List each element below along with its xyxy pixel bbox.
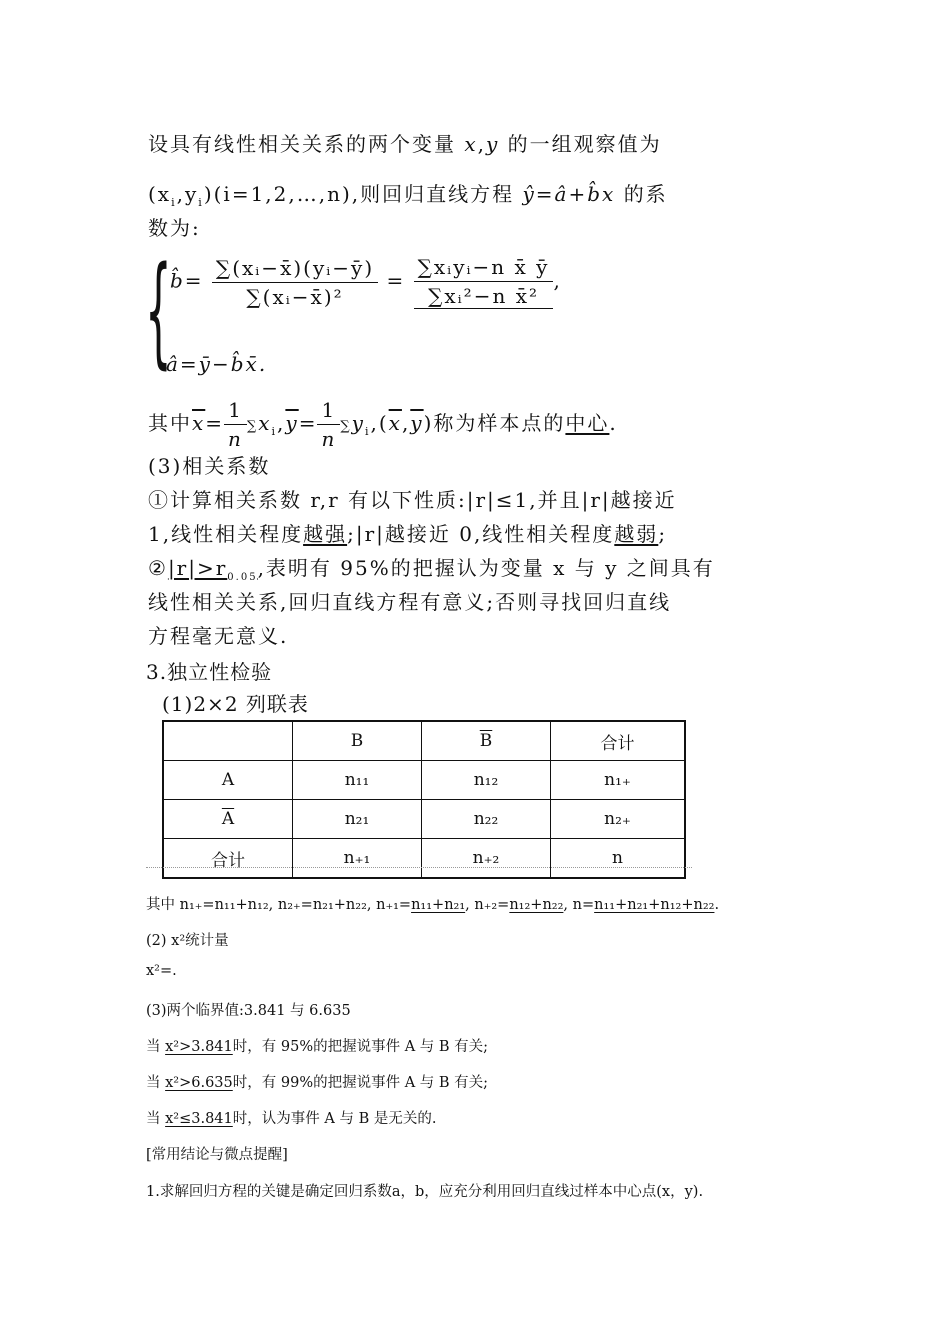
criterion-1: [146, 1035, 488, 1056]
text: ;|r|越接近 0,线性相关程度: [347, 522, 615, 546]
text: (x: [148, 182, 172, 206]
table-cell: [163, 721, 293, 761]
r-line-2: [148, 518, 667, 547]
table-cell: n₁₊: [551, 761, 686, 800]
sum-line: [146, 893, 719, 914]
section-3-heading: (3)相关系数: [148, 454, 271, 478]
r-condition: |r|>r: [167, 556, 228, 580]
numerator-2: ∑xᵢyᵢ−n x̄ ȳ: [414, 255, 554, 282]
table-cell: $\overline{B}$: [422, 721, 551, 761]
center-word: 中心: [565, 411, 610, 435]
text: 的系: [623, 182, 668, 206]
k2-formula: x²=.: [146, 963, 177, 979]
a-hat: â=ȳ−b̂x̄.: [166, 352, 268, 376]
table-cell: n₂₂: [422, 800, 551, 839]
text-line-2: $(x_i,y_i)(i=1,2,\dots,n)$,则回归直线方程 ŷ=â+b̂x 的系: [148, 182, 668, 209]
numerator-1: ∑(xᵢ−x̄)(yᵢ−ȳ): [212, 256, 378, 283]
text: ,y: [176, 182, 199, 206]
tips-heading: [常用结论与微点提醒]: [146, 1147, 288, 1163]
critical-values: (3)两个临界值:3.841 与 6.635: [146, 1003, 351, 1019]
center-line: 其中$\overline{x}=$ $\frac{1}{n}$ $\sum x_i,\overline{y}=$ $\frac{1}{n}$ $\sum y_i,(\overline{x},\overline{y})$称为样本点的中心.: [148, 398, 618, 451]
table-cell: n: [551, 839, 686, 879]
text: , n₊₂=: [465, 897, 510, 913]
table-cell: $\overline{A}$: [163, 800, 293, 839]
table-cell: n₁₁: [293, 761, 422, 800]
tip-1: 1.求解回归方程的关键是确定回归系数a，b，应充分利用回归直线过样本中心点(x，y).: [146, 1184, 704, 1200]
table-cell: n₂₊: [551, 800, 686, 839]
r-line-5: 方程毫无意义.: [148, 624, 289, 648]
answer: n₁₁+n₂₁: [411, 897, 466, 913]
table-row: [163, 761, 685, 800]
answer: x²≤3.841: [165, 1111, 233, 1127]
formula-b: b̂= $\frac{\text{∑(xᵢ−x̄)(yᵢ−ȳ)}}{\text{∑(xᵢ−x̄)²}}$ = $\frac{\text{∑xᵢyᵢ−n x̄ ȳ}}{\text{∑xᵢ²−n x̄²}}$ ,: [170, 255, 562, 309]
text: ②: [148, 556, 168, 580]
table-cell: B: [293, 721, 422, 761]
text: 设具有线性相关关系的两个变量: [148, 132, 456, 156]
table-row: [163, 839, 685, 879]
fraction-2: [414, 255, 554, 309]
table-cell: n₂₁: [293, 800, 422, 839]
r-sub: 0.05: [227, 572, 258, 583]
text: 当: [146, 1039, 166, 1055]
table-cell: n₊₂: [422, 839, 551, 879]
heading-3: 3.独立性检验: [146, 660, 273, 684]
answer: n₁₁+n₂₁+n₁₂+n₂₂: [594, 897, 715, 913]
table-row: [163, 800, 685, 839]
regression-equation: ŷ=â+b̂x: [522, 182, 616, 206]
table-cell: A: [163, 761, 293, 800]
criterion-3: [146, 1107, 436, 1128]
r-line-4: 线性相关关系,回归直线方程有意义;否则寻找回归直线: [148, 590, 672, 614]
left-brace: {: [145, 242, 172, 381]
text: 时，认为事件 A 与 B 是无关的.: [232, 1111, 437, 1127]
table-cell: n₁₂: [422, 761, 551, 800]
criterion-2: [146, 1071, 488, 1092]
contingency-table: [162, 720, 686, 879]
denominator-2: ∑xᵢ²−n x̄²: [414, 282, 554, 309]
text: ;: [658, 522, 668, 546]
fraction-1: [212, 256, 378, 309]
table-cell: 合计: [163, 839, 293, 879]
b-hat: b̂=: [170, 268, 204, 293]
text: 的一组观察值为: [507, 132, 662, 156]
denominator-1: ∑(xᵢ−x̄)²: [246, 284, 344, 309]
text: 称为样本点的: [433, 411, 566, 435]
dotted-divider: [146, 867, 692, 868]
text-line-3: 数为:: [148, 216, 201, 240]
answer: x²>3.841: [165, 1039, 233, 1055]
text: 1,线性相关程度: [148, 522, 304, 546]
text: 时，有 95%的把握说事件 A 与 B 有关;: [232, 1039, 489, 1055]
text: , n=: [563, 897, 595, 913]
text: )(i=1,2,…,n),则回归直线方程: [203, 182, 515, 206]
text: 时，有 99%的把握说事件 A 与 B 有关;: [232, 1075, 489, 1091]
text: .: [714, 897, 720, 913]
formula-a: [166, 352, 267, 376]
table-header-row: [163, 721, 685, 761]
r-line-1: ①计算相关系数 r,r 有以下性质:|r|≤1,并且|r|越接近: [148, 488, 677, 512]
text-line-1: 设具有线性相关关系的两个变量 x,y 的一组观察值为: [148, 132, 662, 156]
r-line-3: [148, 552, 715, 583]
heading-3-1: (1)2×2 列联表: [162, 692, 309, 716]
stronger: 越强: [303, 522, 348, 546]
text: 当: [146, 1111, 166, 1127]
text: 其中 n₁₊=n₁₁+n₁₂, n₂₊=n₂₁+n₂₂, n₊₁=: [146, 897, 412, 913]
answer: n₁₂+n₂₂: [509, 897, 564, 913]
table-cell: 合计: [551, 721, 686, 761]
weaker: 越弱: [614, 522, 659, 546]
text: ,表明有 95%的把握认为变量 x 与 y 之间具有: [257, 556, 715, 580]
answer: x²>6.635: [165, 1075, 233, 1091]
k2-heading: (2) x²统计量: [146, 933, 229, 949]
text: 其中: [148, 411, 192, 435]
table-cell: n₊₁: [293, 839, 422, 879]
text: 当: [146, 1075, 166, 1091]
